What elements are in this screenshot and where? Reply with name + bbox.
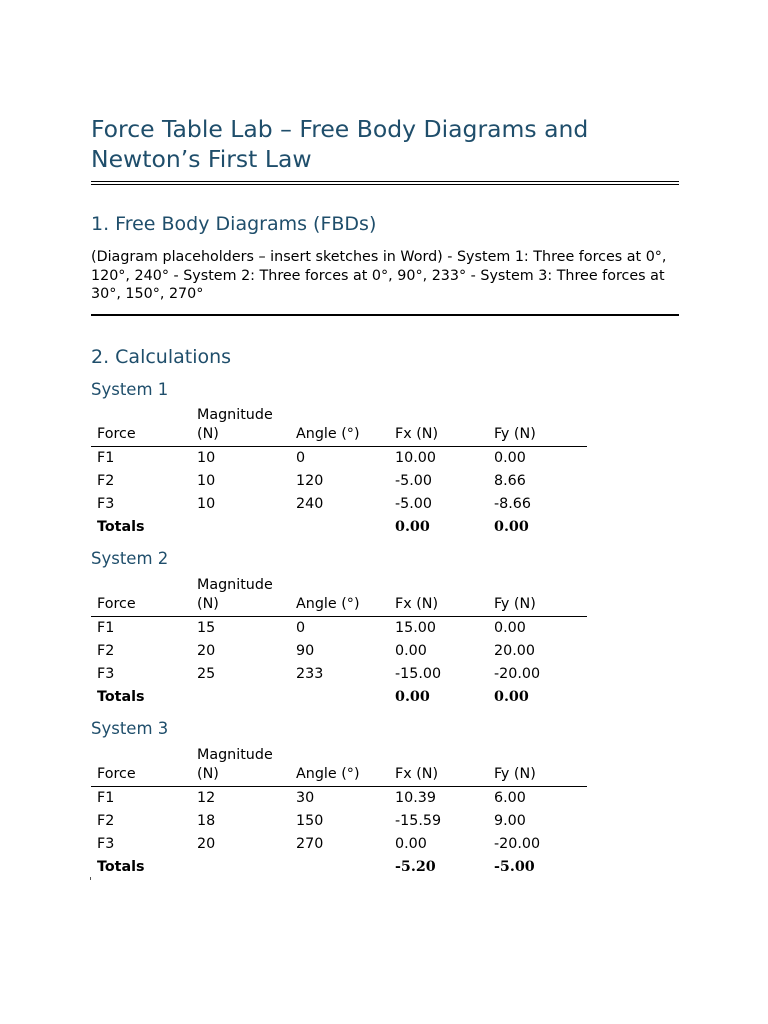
column-header-fx: Fx (N) [389, 746, 488, 787]
cell-force: F2 [97, 473, 115, 489]
cell-fx: 10.39 [395, 790, 436, 806]
table-row [91, 833, 587, 856]
cell-force: F1 [97, 450, 115, 466]
cell-magnitude: 20 [197, 836, 216, 852]
cell-fy: 0.00 [494, 450, 526, 466]
total-fy: 0.00 [494, 519, 529, 535]
system-3-table [91, 746, 587, 879]
totals-label: Totals [97, 689, 145, 705]
cell-force: F1 [97, 620, 115, 636]
column-header-magnitude: Magnitude (N) [191, 406, 290, 447]
column-header-angle: Angle (°) [290, 406, 389, 447]
cell-magnitude: 25 [197, 666, 216, 682]
column-header-force: Force [91, 746, 191, 787]
cell-magnitude: 12 [197, 790, 216, 806]
cell-angle: 30 [296, 790, 315, 806]
table-row [91, 640, 587, 663]
cell-angle: 0 [296, 450, 306, 466]
cell-angle: 240 [296, 496, 324, 512]
cell-fy: -20.00 [494, 836, 541, 852]
cell-fx: -5.00 [395, 473, 432, 489]
cell-fy: 9.00 [494, 813, 526, 829]
section-heading-calculations: 2. Calculations [91, 346, 232, 368]
cell-fx: 0.00 [395, 643, 427, 659]
cell-fy: -20.00 [494, 666, 541, 682]
total-fx: 0.00 [395, 519, 430, 535]
system-2-table [91, 576, 587, 709]
cell-fy: -8.66 [494, 496, 531, 512]
empty-cell [290, 856, 389, 879]
cell-fx: 10.00 [395, 450, 436, 466]
system-3-heading: System 3 [91, 719, 169, 738]
totals-label: Totals [97, 859, 145, 875]
section-divider [91, 314, 679, 316]
table-header-row [91, 576, 587, 617]
total-fx: 0.00 [395, 689, 430, 705]
cell-fx: -15.00 [395, 666, 442, 682]
totals-label: Totals [97, 519, 145, 535]
table-header-row [91, 746, 587, 787]
total-fy: -5.00 [494, 859, 535, 875]
total-fy: 0.00 [494, 689, 529, 705]
table-row [91, 493, 587, 516]
cell-force: F3 [97, 836, 115, 852]
cell-force: F2 [97, 643, 115, 659]
column-header-fx: Fx (N) [389, 406, 488, 447]
title-double-divider [91, 181, 679, 185]
cell-fy: 20.00 [494, 643, 535, 659]
totals-row [91, 856, 587, 879]
cell-angle: 120 [296, 473, 324, 489]
table-header-row [91, 406, 587, 447]
column-header-fy: Fy (N) [488, 576, 587, 617]
cell-magnitude: 10 [197, 450, 216, 466]
table-row [91, 447, 587, 471]
cell-angle: 233 [296, 666, 324, 682]
table-row [91, 663, 587, 686]
stray-mark [90, 877, 91, 880]
system-1-heading: System 1 [91, 380, 169, 399]
cell-magnitude: 10 [197, 496, 216, 512]
totals-row [91, 516, 587, 539]
system-1-table [91, 406, 587, 539]
cell-magnitude: 15 [197, 620, 216, 636]
cell-fy: 0.00 [494, 620, 526, 636]
column-header-force: Force [91, 576, 191, 617]
column-header-fy: Fy (N) [488, 746, 587, 787]
column-header-fx: Fx (N) [389, 576, 488, 617]
column-header-magnitude: Magnitude (N) [191, 746, 290, 787]
cell-fy: 6.00 [494, 790, 526, 806]
column-header-force: Force [91, 406, 191, 447]
table-row [91, 787, 587, 811]
cell-angle: 0 [296, 620, 306, 636]
cell-angle: 90 [296, 643, 315, 659]
cell-angle: 270 [296, 836, 324, 852]
cell-fx: 0.00 [395, 836, 427, 852]
cell-force: F3 [97, 496, 115, 512]
empty-cell [191, 686, 290, 709]
cell-force: F3 [97, 666, 115, 682]
cell-angle: 150 [296, 813, 324, 829]
column-header-angle: Angle (°) [290, 746, 389, 787]
cell-fy: 8.66 [494, 473, 526, 489]
fbd-description: (Diagram placeholders – insert sketches in Word) - System 1: Three forces at 0°, 120°, 240° - System 2: Three forces at 0°, 90°, 233° - System 3: Three forces at 30°, 150°, 270° [91, 249, 667, 302]
cell-force: F2 [97, 813, 115, 829]
total-fx: -5.20 [395, 859, 436, 875]
empty-cell [290, 686, 389, 709]
cell-fx: -15.59 [395, 813, 442, 829]
system-2-heading: System 2 [91, 549, 169, 568]
column-header-fy: Fy (N) [488, 406, 587, 447]
cell-magnitude: 10 [197, 473, 216, 489]
cell-magnitude: 18 [197, 813, 216, 829]
empty-cell [191, 516, 290, 539]
column-header-magnitude: Magnitude (N) [191, 576, 290, 617]
page-title: Force Table Lab – Free Body Diagrams and Newton’s First Law [91, 115, 589, 173]
cell-force: F1 [97, 790, 115, 806]
section-heading-fbd: 1. Free Body Diagrams (FBDs) [91, 213, 377, 235]
column-header-angle: Angle (°) [290, 576, 389, 617]
cell-fx: -5.00 [395, 496, 432, 512]
empty-cell [191, 856, 290, 879]
cell-fx: 15.00 [395, 620, 436, 636]
table-row [91, 810, 587, 833]
empty-cell [290, 516, 389, 539]
table-row [91, 470, 587, 493]
totals-row [91, 686, 587, 709]
cell-magnitude: 20 [197, 643, 216, 659]
table-row [91, 617, 587, 641]
